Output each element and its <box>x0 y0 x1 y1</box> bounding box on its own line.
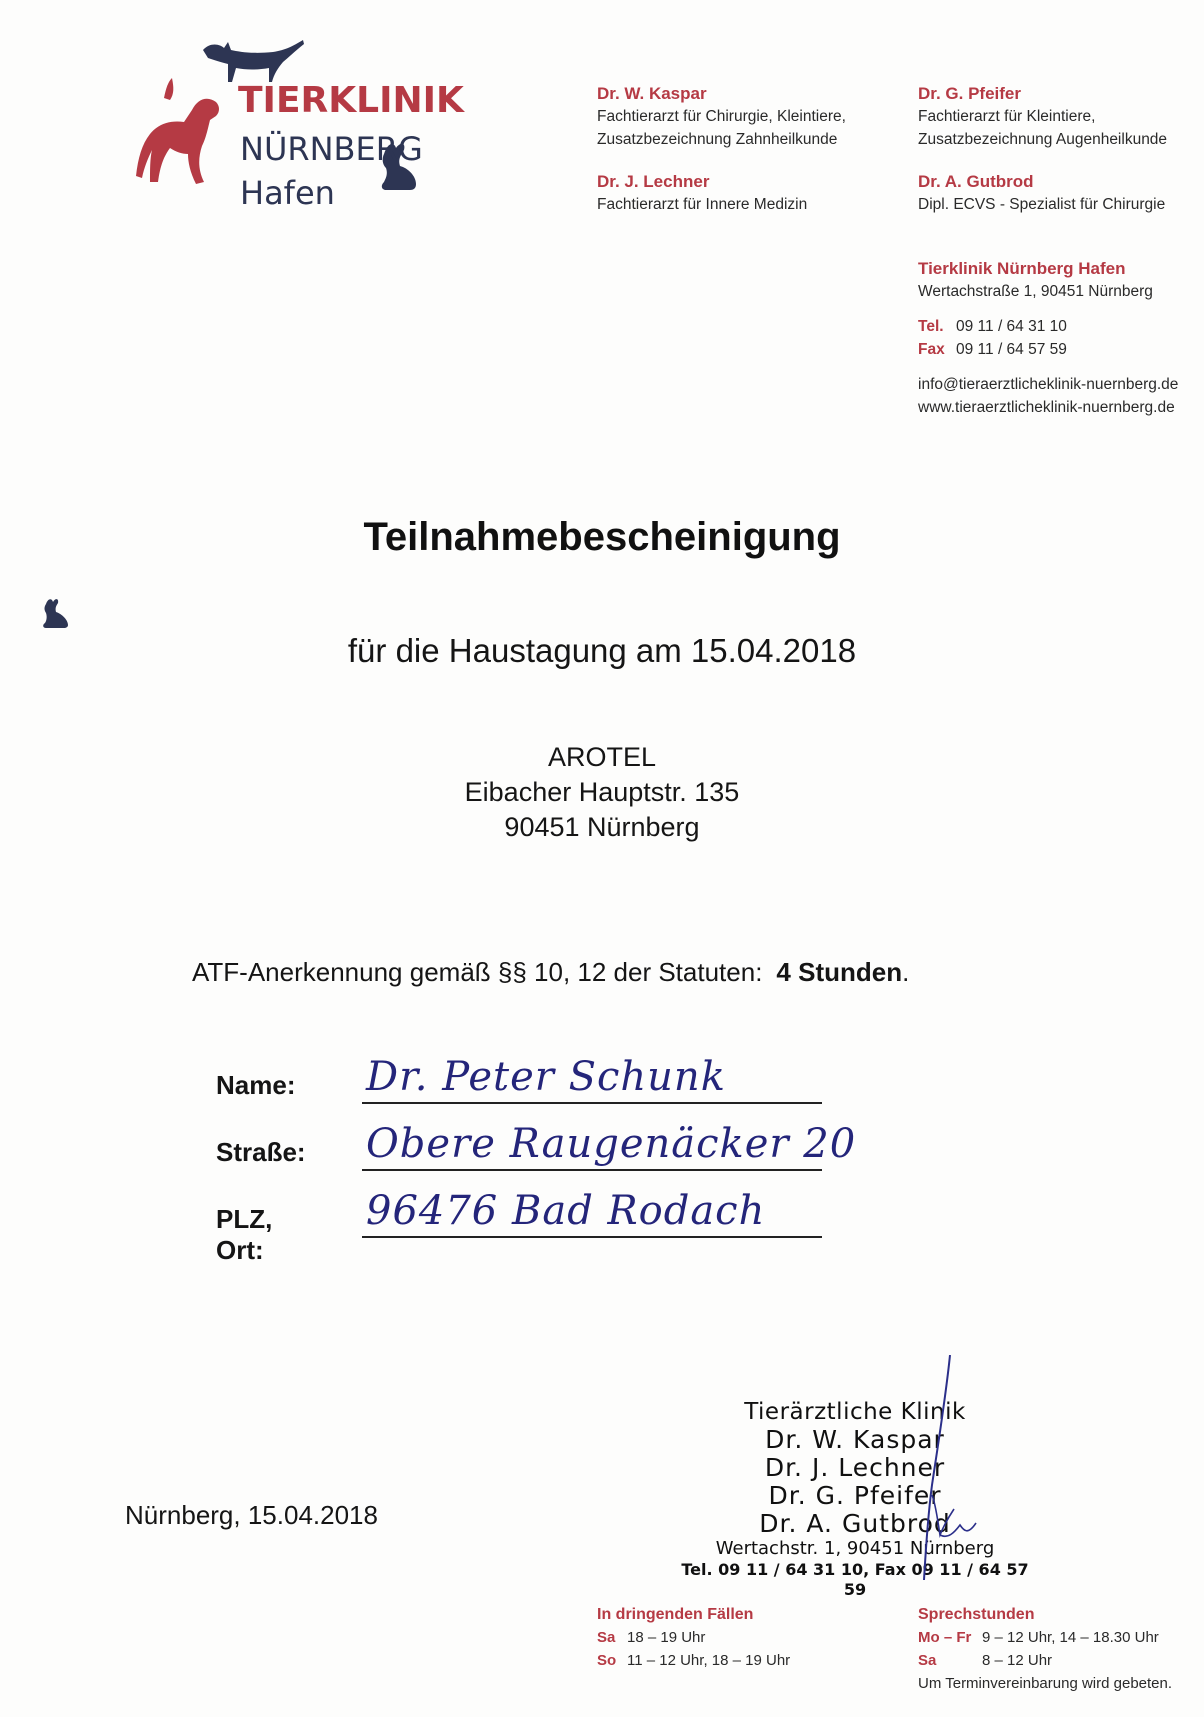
clinic-logo <box>128 38 468 218</box>
vet-title-line: Fachtierarzt für Kleintiere, <box>918 108 1096 125</box>
clinic-name: Tierklinik Nürnberg Hafen <box>918 259 1126 278</box>
urgent-day: So <box>597 1652 617 1669</box>
street-handwritten: Obere Raugenäcker 20 <box>366 1121 857 1167</box>
urgent-time: 11 – 12 Uhr, 18 – 19 Uhr <box>627 1652 791 1669</box>
city-handwritten: 96476 Bad Rodach <box>366 1188 766 1234</box>
venue-street: Eibacher Hauptstr. 135 <box>464 777 740 807</box>
venue-name: AROTEL <box>547 742 657 772</box>
vet-kaspar <box>597 82 846 151</box>
signature <box>880 1355 1020 1585</box>
street-label: Straße: <box>216 1137 306 1167</box>
logo-title: TIERKLINIK <box>238 80 464 121</box>
place-date: Nürnberg, 15.04.2018 <box>125 1500 378 1530</box>
stamp-doctor: Dr. J. Lechner <box>764 1453 946 1482</box>
vet-name: Dr. W. Kaspar <box>597 84 707 103</box>
vet-title-line: Fachtierarzt für Innere Medizin <box>597 196 808 213</box>
name-label: Name: <box>216 1070 296 1100</box>
document-subtitle: für die Haustagung am 15.04.2018 <box>347 632 857 669</box>
atf-text: ATF-Anerkennung gemäß §§ 10, 12 der Statuten: <box>192 957 763 987</box>
vet-lechner <box>597 170 807 216</box>
atf-hours: 4 Stunden <box>776 957 903 987</box>
atf-recognition <box>192 957 909 988</box>
office-time: 8 – 12 Uhr <box>982 1652 1053 1669</box>
vet-title-line: Dipl. ECVS - Spezialist für Chirurgie <box>918 196 1166 213</box>
vet-gutbrod <box>918 170 1165 216</box>
clinic-fax <box>918 338 1178 361</box>
office-hours-title: Sprechstunden <box>918 1606 1035 1623</box>
stamp-phone: Tel. 09 11 / 64 31 10, Fax 09 11 / 64 57 59 <box>681 1560 1029 1599</box>
dog-icon <box>136 78 219 184</box>
stamp-title: Tierärztliche Klinik <box>744 1399 966 1425</box>
name-underline <box>362 1102 822 1104</box>
urgent-row <box>597 1649 790 1672</box>
vet-title-line: Zusatzbezeichnung Zahnheilkunde <box>597 131 838 148</box>
atf-period: . <box>902 957 910 987</box>
office-hours-row <box>918 1626 1172 1649</box>
stamp-doctor: Dr. W. Kaspar <box>765 1425 945 1454</box>
clinic-email: info@tieraerztlicheklinik-nuernberg.de <box>918 376 1179 393</box>
fax-value: 09 11 / 64 57 59 <box>956 341 1067 358</box>
stamp-address: Wertachstr. 1, 90451 Nürnberg <box>715 1538 995 1559</box>
urgent-time: 18 – 19 Uhr <box>627 1629 706 1646</box>
vet-title-line: Fachtierarzt für Chirurgie, Kleintiere, <box>597 108 846 125</box>
vet-pfeifer <box>918 82 1167 151</box>
venue-city: 90451 Nürnberg <box>504 812 700 842</box>
office-day: Mo – Fr <box>918 1629 972 1646</box>
vet-name: Dr. G. Pfeifer <box>918 84 1021 103</box>
vet-name: Dr. J. Lechner <box>597 172 710 191</box>
city-underline <box>362 1236 822 1238</box>
vet-title-line: Zusatzbezeichnung Augenheilkunde <box>918 131 1168 148</box>
appointment-note: Um Terminvereinbarung wird gebeten. <box>918 1675 1173 1692</box>
tel-value: 09 11 / 64 31 10 <box>956 318 1067 335</box>
street-underline <box>362 1169 822 1171</box>
office-hours-row <box>918 1649 1172 1672</box>
fax-label: Fax <box>918 341 945 358</box>
clinic-contact <box>918 257 1178 419</box>
rabbit-icon <box>38 594 74 630</box>
city-label: PLZ, Ort: <box>216 1204 273 1265</box>
urgent-hours <box>597 1603 790 1672</box>
document-title: Teilnahmebescheinigung <box>363 515 841 559</box>
office-time: 9 – 12 Uhr, 14 – 18.30 Uhr <box>982 1629 1159 1646</box>
office-hours <box>918 1603 1172 1695</box>
office-day: Sa <box>918 1652 937 1669</box>
stamp-doctor: Dr. G. Pfeifer <box>768 1481 942 1510</box>
clinic-street: Wertachstraße 1, 90451 Nürnberg <box>918 283 1153 300</box>
clinic-phone <box>918 315 1178 338</box>
urgent-title: In dringenden Fällen <box>597 1606 754 1623</box>
urgent-day: Sa <box>597 1629 616 1646</box>
name-handwritten: Dr. Peter Schunk <box>366 1054 726 1100</box>
venue-address <box>0 740 1204 845</box>
vet-name: Dr. A. Gutbrod <box>918 172 1034 191</box>
logo-city: NÜRNBERG <box>240 130 423 168</box>
cat-icon <box>203 40 304 82</box>
clinic-website: www.tieraerztlicheklinik-nuernberg.de <box>918 399 1175 416</box>
urgent-row <box>597 1626 790 1649</box>
tel-label: Tel. <box>918 318 944 335</box>
stamp-doctor: Dr. A. Gutbrod <box>759 1509 951 1538</box>
logo-district: Hafen <box>240 174 335 212</box>
